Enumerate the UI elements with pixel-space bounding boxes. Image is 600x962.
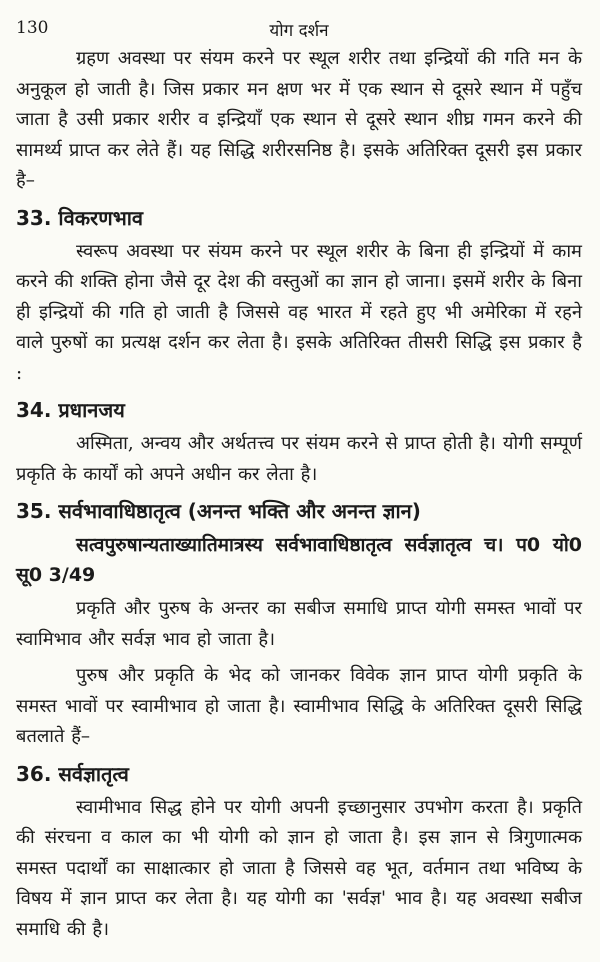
intro-paragraph: ग्रहण अवस्था पर संयम करने पर स्थूल शरीर तथा इन्द्रियों की गति मन के अनुकूल हो जाती है। जिस प्रकार मन क्षण भर में एक स्थान से दूसरे स्थान में पहुँच जाता है उसी प्रकार शरीर व इन्द्रियाँ एक स्थान से दूसरे स्थान शीघ्र गमन करने की सामर्थ्य प्राप्त कर लेते हैं। यह सिद्धि शरीरसनिष्ठ है। इसके अतिरिक्त दूसरी इस प्रकार है–: [16, 48, 582, 191]
page-number: 130: [16, 18, 49, 38]
running-title: योग दर्शन: [269, 21, 329, 41]
section-heading-33: 33. विकरणभाव: [16, 205, 144, 230]
paragraph-34: अस्मिता, अन्वय और अर्थतत्त्व पर संयम करने से प्राप्त होती है। योगी सम्पूर्ण प्रकृति के कार्यों को अपने अधीन कर लेता है।: [16, 433, 582, 485]
section-heading-34: 34. प्रधानजय: [16, 398, 125, 422]
paragraph-33: स्वरूप अवस्था पर संयम करने पर स्थूल शरीर के बिना ही इन्द्रियों में काम करने की शक्ति होना जैसे दूर देश की वस्तुओं का ज्ञान हो जाना। इसमें शरीर के बिना ही इन्द्रियों की गति हो जाती है जिससे वह भारत में रहते हुए भी अमेरिका में रहने वाले पुरुषों का प्रत्यक्ष दर्शन कर लेता है। इसके अतिरिक्त तीसरी सिद्धि इस प्रकार है :: [16, 240, 582, 384]
running-header: [16, 18, 582, 44]
paragraph-35b: पुरुष और प्रकृति के भेद को जानकर विवेक ज्ञान प्राप्त योगी प्रकृति के समस्त भावों पर स्वामीभाव हो जाता है। स्वामीभाव सिद्धि के अतिरिक्त दूसरी सिद्धि बतलाते हैं–: [16, 665, 582, 747]
paragraph-35a: प्रकृति और पुरुष के अन्तर का सबीज समाधि प्राप्त योगी समस्त भावों पर स्वामिभाव और सर्वज्ञ भाव हो जाता है।: [16, 598, 582, 650]
sutra-quote: सत्वपुरुषान्यताख्यातिमात्रस्य सर्वभावाधिष्ठातृत्व सर्वज्ञातृत्व च। प0 यो0 सू0 3/49: [16, 534, 582, 586]
section-heading-35: 35. सर्वभावाधिष्ठातृत्व (अनन्त भक्ति और अनन्त ज्ञान): [16, 499, 421, 523]
paragraph-36: स्वामीभाव सिद्ध होने पर योगी अपनी इच्छानुसार उपभोग करता है। प्रकृति की संरचना व काल का भी योगी को ज्ञान हो जाता है। इस ज्ञान से त्रिगुणात्मक समस्त पदार्थों का साक्षात्कार हो जाता है जिससे वह भूत, वर्तमान तथा भविष्य के विषय में ज्ञान प्राप्त कर लेता है। यह योगी का 'सर्वज्ञ' भाव है। यह अवस्था सबीज समाधि की है।: [16, 796, 582, 940]
section-heading-36: 36. सर्वज्ञातृत्व: [16, 761, 129, 786]
